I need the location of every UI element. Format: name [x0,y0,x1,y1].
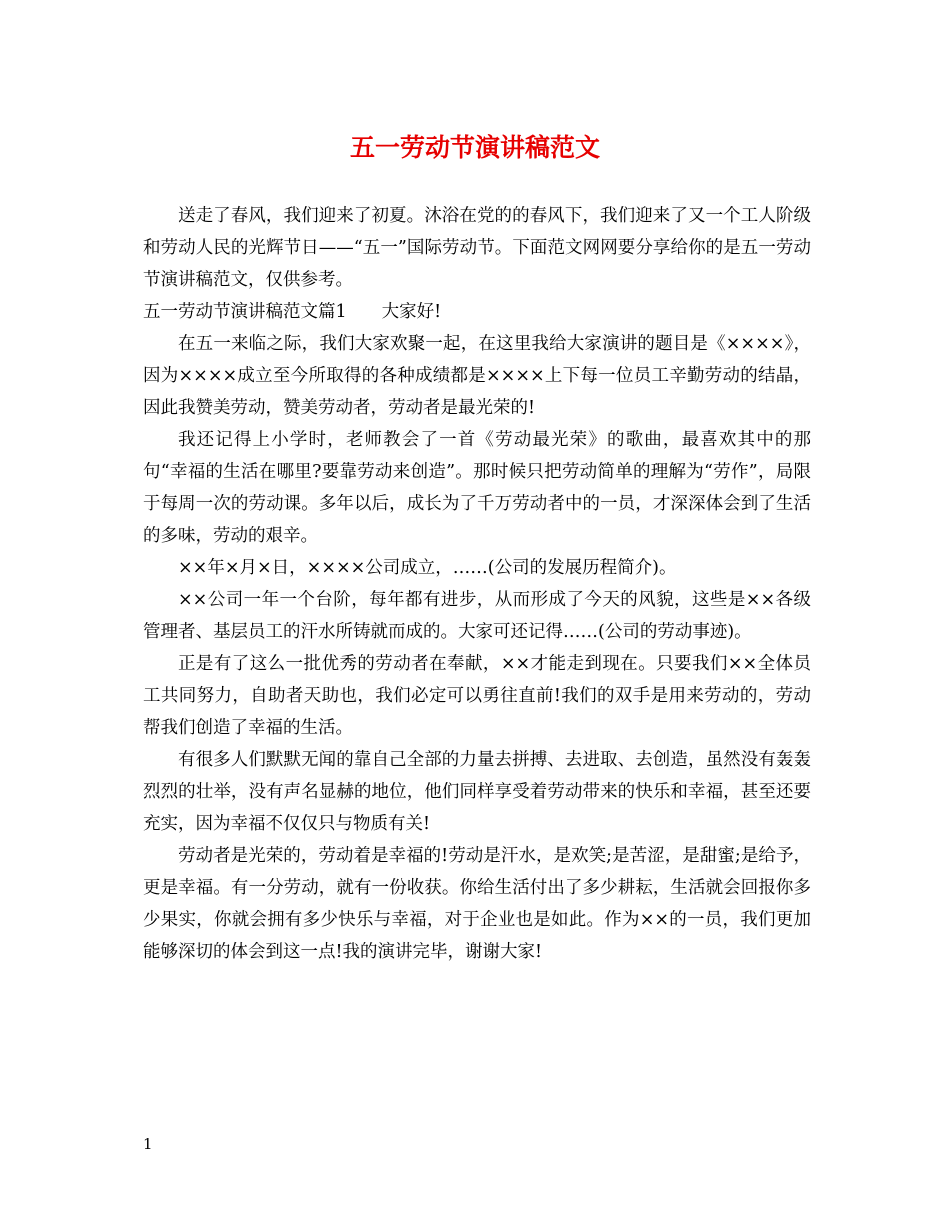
paragraph: 我还记得上小学时，老师教会了一首《劳动最光荣》的歌曲，最喜欢其中的那句“幸福的生活在哪里?要靠劳动来创造”。那时候只把劳动简单的理解为“劳作”，局限于每周一次的劳动课。多年以后，成长为了千万劳动者中的一员，才深深体会到了生活的多味，劳动的艰辛。 [143,430,811,546]
paragraph-intro: 送走了春风，我们迎来了初夏。沐浴在党的的春风下，我们迎来了又一个工人阶级和劳动人民的光辉节日——“五一”国际劳动节。下面范文网网要分享给你的是五一劳动节演讲稿范文，仅供参考。 [143,206,811,290]
paragraph: 有很多人们默默无闻的靠自己全部的力量去拼搏、去进取、去创造，虽然没有轰轰烈烈的壮举，没有声名显赫的地位，他们同样享受着劳动带来的快乐和幸福，甚至还要充实，因为幸福不仅仅只与物质有关! [143,750,811,834]
page-number: 1 [143,1135,153,1153]
paragraph: 在五一来临之际，我们大家欢聚一起，在这里我给大家演讲的题目是《××××》，因为××××成立至今所取得的各种成绩都是××××上下每一位员工辛勤劳动的结晶，因此我赞美劳动，赞美劳动者，劳动者是最光荣的! [143,334,811,418]
document-body [143,200,811,968]
paragraph: ××年×月×日，××××公司成立，……(公司的发展历程简介)。 [178,558,677,578]
paragraph: ××公司一年一个台阶，每年都有进步，从而形成了今天的风貌，这些是××各级管理者、基层员工的汗水所铸就而成的。大家可还记得……(公司的劳动事迹)。 [143,590,811,642]
paragraph-heading-speech-1: 五一劳动节演讲稿范文篇1 大家好! [143,302,442,322]
paragraph: 正是有了这么一批优秀的劳动者在奉献，××才能走到现在。只要我们××全体员工共同努力，自助者天助也，我们必定可以勇往直前!我们的双手是用来劳动的，劳动帮我们创造了幸福的生活。 [143,654,811,738]
paragraph: 劳动者是光荣的，劳动着是幸福的!劳动是汗水，是欢笑;是苦涩，是甜蜜;是给予，更是幸福。有一分劳动，就有一份收获。你给生活付出了多少耕耘，生活就会回报你多少果实，你就会拥有多少快乐与幸福，对于企业也是如此。作为××的一员，我们更加能够深切的体会到这一点!我的演讲完毕，谢谢大家! [143,846,811,962]
document-title: 五一劳动节演讲稿范文 [349,133,600,162]
